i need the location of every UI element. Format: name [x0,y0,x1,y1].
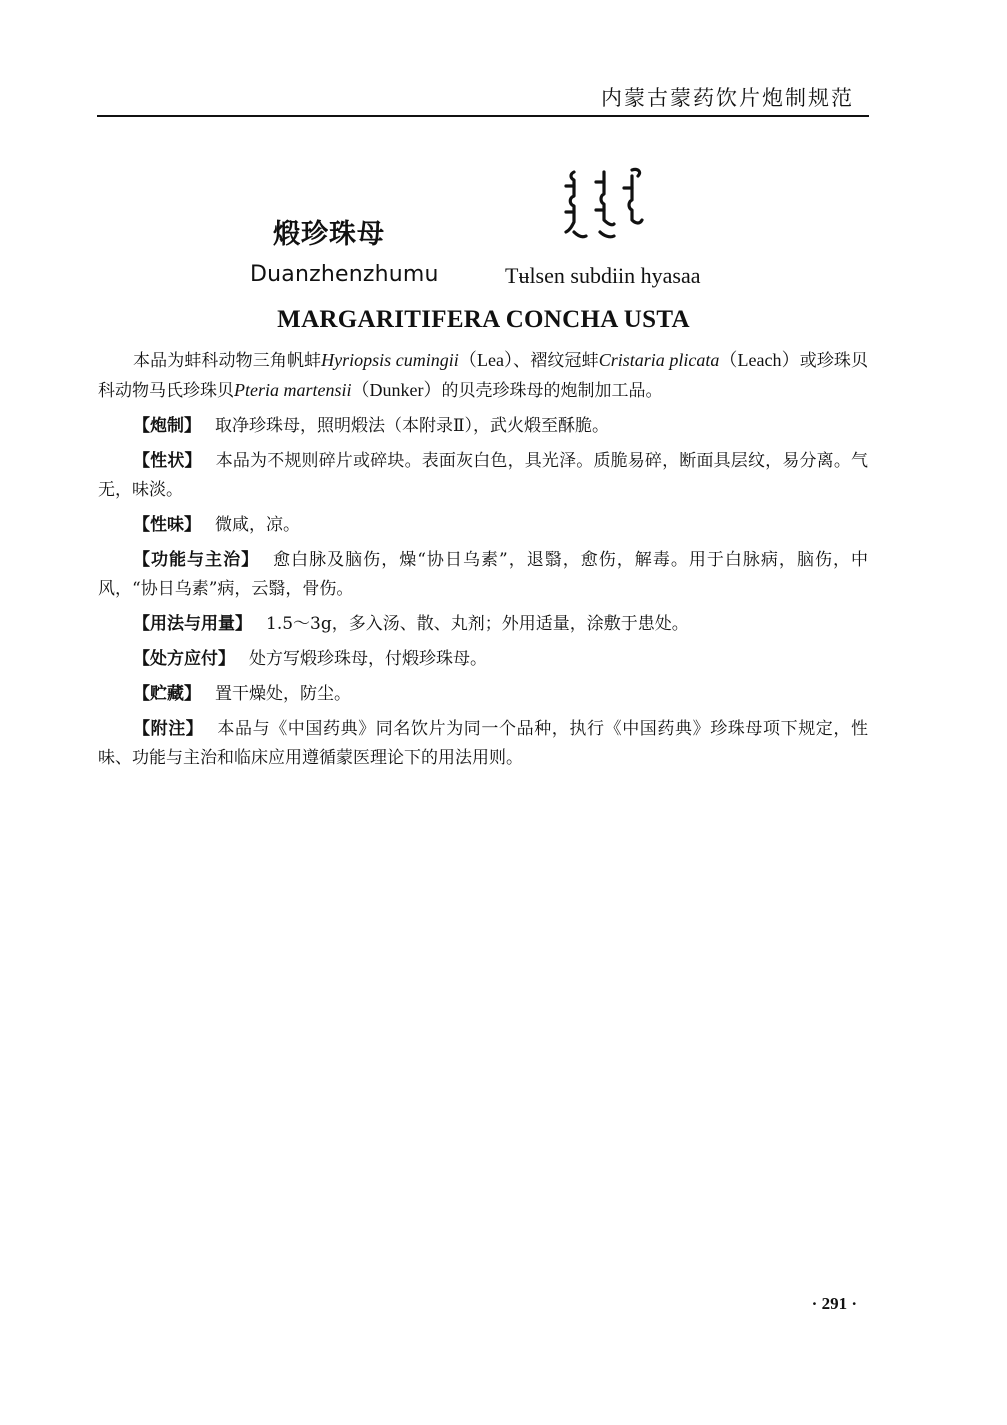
source-text: 或珍珠贝科动物马氏珍珠贝 [98,351,869,401]
section-text: 本品为不规则碎片或碎块。表面灰白色，具光泽。质脆易碎，断面具层纹，易分离。气无，味淡。 [98,451,869,500]
section-text: 微咸，凉。 [215,515,300,535]
section-label: 【功能与主治】 [133,550,260,570]
section-label: 【性味】 [133,515,201,535]
species-name: Cristaria plicata [598,350,720,370]
species-name: Hyriopsis cumingii [321,350,459,370]
entry-mongolian-latin: Tʉlsen subdiin hyasaa [505,263,701,288]
mongolian-script-title [560,166,650,248]
species-author: （Leach） [719,350,800,370]
entry-body [98,346,868,779]
section-label: 【性状】 [133,451,202,471]
section-text: 置干燥处，防尘。 [215,684,351,704]
entry-chinese-title: 煅珍珠母 [273,219,385,250]
section-text: 处方写煅珍珠母，付煅珍珠母。 [249,649,487,669]
section-text: 1.5～3g，多入汤、散、丸剂；外用适量，涂敷于患处。 [266,614,689,634]
source-text: 本品为蚌科动物三角帆蚌 [133,351,322,371]
entry-latin-title [0,306,1007,334]
section-label: 【附注】 [133,719,204,739]
source-paragraph [98,346,868,406]
species-author: （Dunker） [351,380,442,400]
header-rule [97,115,869,117]
section-text: 愈白脉及脑伤，燥“协日乌素”，退翳，愈伤，解毒。用于白脉病，脑伤，中风，“协日乌素”病，云翳，骨伤。 [98,550,868,599]
page-number: · 291 · [811,1294,857,1313]
section-label: 【炮制】 [133,416,201,436]
section-storage [98,680,868,709]
entry-pinyin: Duanzhenzhumu [250,262,439,287]
section-label: 【用法与用量】 [133,614,252,634]
running-header-title: 内蒙古蒙药饮片炮制规范 [601,86,854,110]
section-function [98,546,868,604]
latin-title-text: MARGARITIFERA CONCHA USTA [277,306,690,333]
section-note [98,715,868,773]
species-name: Pteria martensii [234,380,352,400]
species-author: （Lea） [458,350,514,370]
section-processing [98,412,868,441]
section-prescription [98,645,868,674]
section-text: 取净珍珠母，照明煅法（本附录Ⅱ），武火煅至酥脆。 [215,416,610,436]
section-text: 本品与《中国药典》同名饮片为同一个品种，执行《中国药典》珍珠母项下规定，性味、功能与主治和临床应用遵循蒙医理论下的用法用则。 [98,719,869,768]
section-taste [98,511,868,540]
section-usage [98,610,868,639]
source-text: 、褶纹冠蚌 [513,351,599,371]
section-description [98,447,868,505]
section-label: 【处方应付】 [133,649,235,669]
source-text: 的贝壳珍珠母的炮制加工品。 [441,381,663,401]
section-label: 【贮藏】 [133,684,201,704]
